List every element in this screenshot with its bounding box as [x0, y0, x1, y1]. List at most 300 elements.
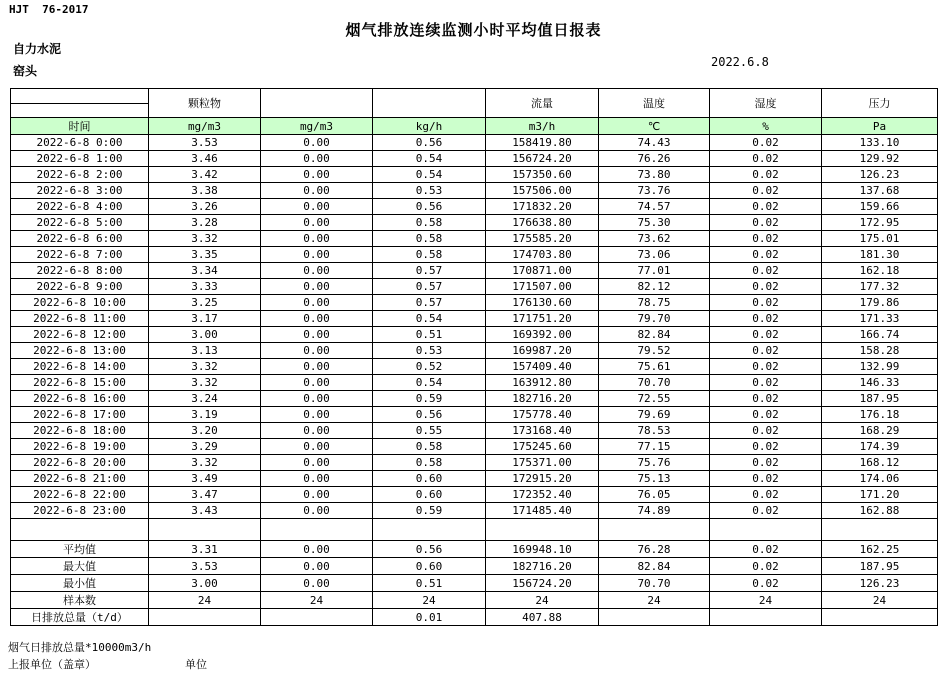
value-cell: 3.26 — [149, 199, 261, 215]
value-cell: 75.30 — [599, 215, 710, 231]
value-cell: 0.02 — [710, 359, 822, 375]
value-cell: 179.86 — [822, 295, 938, 311]
table-row — [11, 247, 938, 263]
value-cell: 0.59 — [373, 391, 486, 407]
value-cell: 0.00 — [261, 391, 373, 407]
value-cell: 74.89 — [599, 503, 710, 519]
table-row — [11, 471, 938, 487]
value-cell: 0.02 — [710, 423, 822, 439]
value-cell: 0.02 — [710, 279, 822, 295]
summary-value-cell — [149, 609, 261, 626]
table-row — [11, 135, 938, 151]
value-cell: 172352.40 — [486, 487, 599, 503]
value-cell: 173168.40 — [486, 423, 599, 439]
value-cell: 0.52 — [373, 359, 486, 375]
time-cell: 2022-6-8 15:00 — [11, 375, 149, 391]
summary-value-cell: 3.00 — [149, 575, 261, 592]
value-cell: 0.02 — [710, 503, 822, 519]
value-cell: 168.29 — [822, 423, 938, 439]
value-cell: 133.10 — [822, 135, 938, 151]
summary-value-cell: 24 — [710, 592, 822, 609]
value-cell: 0.00 — [261, 471, 373, 487]
value-cell: 0.00 — [261, 183, 373, 199]
value-cell: 0.55 — [373, 423, 486, 439]
company-name: 自力水泥 — [13, 42, 62, 56]
value-cell: 76.05 — [599, 487, 710, 503]
summary-value-cell: 3.53 — [149, 558, 261, 575]
summary-label-cell: 日排放总量（t/d） — [11, 609, 149, 626]
value-cell: 171832.20 — [486, 199, 599, 215]
summary-value-cell: 0.02 — [710, 575, 822, 592]
spacer-cell — [11, 519, 149, 541]
time-cell: 2022-6-8 2:00 — [11, 167, 149, 183]
time-cell: 2022-6-8 18:00 — [11, 423, 149, 439]
value-cell: 171751.20 — [486, 311, 599, 327]
summary-value-cell: 0.60 — [373, 558, 486, 575]
value-cell: 0.54 — [373, 375, 486, 391]
summary-row — [11, 609, 938, 626]
value-cell: 129.92 — [822, 151, 938, 167]
value-cell: 3.20 — [149, 423, 261, 439]
summary-value-cell: 24 — [149, 592, 261, 609]
value-cell: 3.13 — [149, 343, 261, 359]
table-row — [11, 199, 938, 215]
time-header-cell: 时间 — [11, 118, 149, 135]
value-cell: 0.00 — [261, 439, 373, 455]
group-header-cell: 压力 — [822, 89, 938, 118]
value-cell: 75.76 — [599, 455, 710, 471]
table-head — [11, 89, 938, 135]
table-row — [11, 231, 938, 247]
summary-value-cell: 182716.20 — [486, 558, 599, 575]
value-cell: 0.00 — [261, 423, 373, 439]
time-cell: 2022-6-8 14:00 — [11, 359, 149, 375]
value-cell: 0.02 — [710, 231, 822, 247]
value-cell: 0.02 — [710, 343, 822, 359]
value-cell: 174.39 — [822, 439, 938, 455]
value-cell: 73.76 — [599, 183, 710, 199]
value-cell: 75.61 — [599, 359, 710, 375]
value-cell: 78.75 — [599, 295, 710, 311]
time-cell: 2022-6-8 7:00 — [11, 247, 149, 263]
value-cell: 0.00 — [261, 199, 373, 215]
value-cell: 169987.20 — [486, 343, 599, 359]
table-row — [11, 279, 938, 295]
value-cell: 0.54 — [373, 167, 486, 183]
value-cell: 0.00 — [261, 455, 373, 471]
spacer-row — [11, 519, 938, 541]
value-cell: 171507.00 — [486, 279, 599, 295]
value-cell: 168.12 — [822, 455, 938, 471]
value-cell: 0.60 — [373, 487, 486, 503]
value-cell: 78.53 — [599, 423, 710, 439]
summary-value-cell: 24 — [599, 592, 710, 609]
value-cell: 0.02 — [710, 295, 822, 311]
table-body — [11, 135, 938, 626]
summary-value-cell: 3.31 — [149, 541, 261, 558]
summary-value-cell: 162.25 — [822, 541, 938, 558]
value-cell: 3.19 — [149, 407, 261, 423]
summary-value-cell — [822, 609, 938, 626]
value-cell: 0.02 — [710, 263, 822, 279]
value-cell: 175245.60 — [486, 439, 599, 455]
value-cell: 3.35 — [149, 247, 261, 263]
value-cell: 175371.00 — [486, 455, 599, 471]
value-cell: 171.20 — [822, 487, 938, 503]
summary-value-cell: 407.88 — [486, 609, 599, 626]
value-cell: 3.42 — [149, 167, 261, 183]
table-row — [11, 183, 938, 199]
table-row — [11, 423, 938, 439]
value-cell: 0.56 — [373, 199, 486, 215]
unit-header-cell: ℃ — [599, 118, 710, 135]
summary-label-cell: 最大值 — [11, 558, 149, 575]
value-cell: 181.30 — [822, 247, 938, 263]
value-cell: 176638.80 — [486, 215, 599, 231]
value-cell: 0.00 — [261, 295, 373, 311]
value-cell: 3.38 — [149, 183, 261, 199]
time-cell: 2022-6-8 0:00 — [11, 135, 149, 151]
unit-header-cell: kg/h — [373, 118, 486, 135]
value-cell: 82.12 — [599, 279, 710, 295]
value-cell: 0.02 — [710, 215, 822, 231]
unit-header-row — [11, 118, 938, 135]
time-cell: 2022-6-8 22:00 — [11, 487, 149, 503]
group-header-cell — [373, 89, 486, 118]
value-cell: 169392.00 — [486, 327, 599, 343]
value-cell: 132.99 — [822, 359, 938, 375]
unit-header-cell: Pa — [822, 118, 938, 135]
summary-row — [11, 592, 938, 609]
value-cell: 174.06 — [822, 471, 938, 487]
spacer-cell — [822, 519, 938, 541]
value-cell: 174703.80 — [486, 247, 599, 263]
value-cell: 0.00 — [261, 167, 373, 183]
table-row — [11, 167, 938, 183]
value-cell: 137.68 — [822, 183, 938, 199]
value-cell: 3.32 — [149, 231, 261, 247]
value-cell: 0.57 — [373, 295, 486, 311]
value-cell: 0.00 — [261, 375, 373, 391]
value-cell: 0.02 — [710, 135, 822, 151]
summary-row — [11, 541, 938, 558]
time-cell: 2022-6-8 5:00 — [11, 215, 149, 231]
value-cell: 0.54 — [373, 151, 486, 167]
summary-value-cell: 24 — [486, 592, 599, 609]
value-cell: 158.28 — [822, 343, 938, 359]
spacer-cell — [486, 519, 599, 541]
value-cell: 0.56 — [373, 407, 486, 423]
summary-value-cell: 24 — [261, 592, 373, 609]
summary-label-cell: 样本数 — [11, 592, 149, 609]
spacer-cell — [599, 519, 710, 541]
value-cell: 3.24 — [149, 391, 261, 407]
value-cell: 3.00 — [149, 327, 261, 343]
value-cell: 0.58 — [373, 439, 486, 455]
value-cell: 3.17 — [149, 311, 261, 327]
spacer-cell — [261, 519, 373, 541]
value-cell: 177.32 — [822, 279, 938, 295]
standard-code: HJT 76-2017 — [9, 3, 89, 16]
value-cell: 157506.00 — [486, 183, 599, 199]
summary-value-cell: 0.00 — [261, 541, 373, 558]
summary-value-cell: 187.95 — [822, 558, 938, 575]
split-top-cell — [11, 89, 148, 104]
value-cell: 0.59 — [373, 503, 486, 519]
value-cell: 0.00 — [261, 135, 373, 151]
summary-row — [11, 558, 938, 575]
value-cell: 3.32 — [149, 375, 261, 391]
group-header-cell: 颗粒物 — [149, 89, 261, 118]
value-cell: 156724.20 — [486, 151, 599, 167]
summary-value-cell: 126.23 — [822, 575, 938, 592]
summary-value-cell — [710, 609, 822, 626]
value-cell: 0.00 — [261, 263, 373, 279]
value-cell: 82.84 — [599, 327, 710, 343]
value-cell: 0.00 — [261, 327, 373, 343]
value-cell: 0.02 — [710, 375, 822, 391]
value-cell: 3.34 — [149, 263, 261, 279]
table-row — [11, 295, 938, 311]
value-cell: 0.02 — [710, 407, 822, 423]
split-inner — [11, 89, 148, 117]
unit-header-cell: m3/h — [486, 118, 599, 135]
value-cell: 0.58 — [373, 231, 486, 247]
value-cell: 73.06 — [599, 247, 710, 263]
value-cell: 3.25 — [149, 295, 261, 311]
value-cell: 73.62 — [599, 231, 710, 247]
summary-row — [11, 575, 938, 592]
value-cell: 163912.80 — [486, 375, 599, 391]
summary-value-cell: 70.70 — [599, 575, 710, 592]
summary-value-cell: 0.56 — [373, 541, 486, 558]
value-cell: 0.00 — [261, 503, 373, 519]
station-name: 窑头 — [13, 64, 38, 78]
unit-header-cell: % — [710, 118, 822, 135]
summary-value-cell: 0.02 — [710, 541, 822, 558]
value-cell: 74.57 — [599, 199, 710, 215]
value-cell: 0.60 — [373, 471, 486, 487]
value-cell: 0.02 — [710, 247, 822, 263]
value-cell: 3.33 — [149, 279, 261, 295]
report-date: 2022.6.8 — [711, 55, 769, 69]
value-cell: 0.00 — [261, 215, 373, 231]
table-row — [11, 503, 938, 519]
value-cell: 79.69 — [599, 407, 710, 423]
value-cell: 3.28 — [149, 215, 261, 231]
summary-value-cell: 0.00 — [261, 558, 373, 575]
value-cell: 75.13 — [599, 471, 710, 487]
summary-label-cell: 最小值 — [11, 575, 149, 592]
value-cell: 0.00 — [261, 359, 373, 375]
time-cell: 2022-6-8 12:00 — [11, 327, 149, 343]
value-cell: 175.01 — [822, 231, 938, 247]
value-cell: 79.52 — [599, 343, 710, 359]
value-cell: 0.02 — [710, 151, 822, 167]
value-cell: 182716.20 — [486, 391, 599, 407]
value-cell: 175585.20 — [486, 231, 599, 247]
value-cell: 158419.80 — [486, 135, 599, 151]
flow-total-note: 烟气日排放总量*10000m3/h — [8, 641, 152, 654]
time-cell: 2022-6-8 16:00 — [11, 391, 149, 407]
time-header-split-cell — [11, 89, 149, 118]
table-row — [11, 487, 938, 503]
value-cell: 0.02 — [710, 471, 822, 487]
time-cell: 2022-6-8 23:00 — [11, 503, 149, 519]
value-cell: 157409.40 — [486, 359, 599, 375]
unit-label: 单位 — [185, 658, 207, 671]
table-row — [11, 375, 938, 391]
value-cell: 74.43 — [599, 135, 710, 151]
value-cell: 0.00 — [261, 231, 373, 247]
value-cell: 172915.20 — [486, 471, 599, 487]
value-cell: 0.00 — [261, 487, 373, 503]
time-cell: 2022-6-8 11:00 — [11, 311, 149, 327]
spacer-cell — [149, 519, 261, 541]
spacer-cell — [373, 519, 486, 541]
value-cell: 0.02 — [710, 455, 822, 471]
value-cell: 166.74 — [822, 327, 938, 343]
value-cell: 0.02 — [710, 439, 822, 455]
spacer-cell — [710, 519, 822, 541]
value-cell: 72.55 — [599, 391, 710, 407]
value-cell: 0.00 — [261, 343, 373, 359]
unit-header-cell: mg/m3 — [261, 118, 373, 135]
report-table — [10, 88, 938, 626]
value-cell: 172.95 — [822, 215, 938, 231]
value-cell: 0.53 — [373, 183, 486, 199]
time-cell: 2022-6-8 6:00 — [11, 231, 149, 247]
summary-label-cell: 平均值 — [11, 541, 149, 558]
summary-value-cell: 0.00 — [261, 575, 373, 592]
value-cell: 176.18 — [822, 407, 938, 423]
value-cell: 175778.40 — [486, 407, 599, 423]
group-header-cell: 流量 — [486, 89, 599, 118]
value-cell: 3.46 — [149, 151, 261, 167]
value-cell: 0.02 — [710, 391, 822, 407]
table-row — [11, 343, 938, 359]
table-row — [11, 311, 938, 327]
value-cell: 0.02 — [710, 167, 822, 183]
value-cell: 73.80 — [599, 167, 710, 183]
time-cell: 2022-6-8 8:00 — [11, 263, 149, 279]
value-cell: 0.00 — [261, 247, 373, 263]
time-cell: 2022-6-8 17:00 — [11, 407, 149, 423]
group-header-row — [11, 89, 938, 118]
value-cell: 0.54 — [373, 311, 486, 327]
value-cell: 171.33 — [822, 311, 938, 327]
table-row — [11, 263, 938, 279]
table-row — [11, 327, 938, 343]
summary-value-cell: 82.84 — [599, 558, 710, 575]
value-cell: 126.23 — [822, 167, 938, 183]
value-cell: 0.58 — [373, 455, 486, 471]
value-cell: 0.02 — [710, 183, 822, 199]
value-cell: 3.43 — [149, 503, 261, 519]
time-cell: 2022-6-8 3:00 — [11, 183, 149, 199]
value-cell: 3.47 — [149, 487, 261, 503]
value-cell: 70.70 — [599, 375, 710, 391]
value-cell: 0.00 — [261, 311, 373, 327]
time-cell: 2022-6-8 1:00 — [11, 151, 149, 167]
value-cell: 3.29 — [149, 439, 261, 455]
value-cell: 0.02 — [710, 327, 822, 343]
value-cell: 0.58 — [373, 247, 486, 263]
page-title: 烟气排放连续监测小时平均值日报表 — [345, 21, 602, 39]
value-cell: 0.58 — [373, 215, 486, 231]
table-row — [11, 151, 938, 167]
group-header-cell — [261, 89, 373, 118]
summary-value-cell: 0.02 — [710, 558, 822, 575]
value-cell: 159.66 — [822, 199, 938, 215]
group-header-cell: 温度 — [599, 89, 710, 118]
summary-value-cell: 156724.20 — [486, 575, 599, 592]
summary-value-cell: 0.01 — [373, 609, 486, 626]
time-cell: 2022-6-8 10:00 — [11, 295, 149, 311]
time-cell: 2022-6-8 9:00 — [11, 279, 149, 295]
value-cell: 171485.40 — [486, 503, 599, 519]
table-row — [11, 455, 938, 471]
value-cell: 3.49 — [149, 471, 261, 487]
value-cell: 0.57 — [373, 263, 486, 279]
value-cell: 162.88 — [822, 503, 938, 519]
unit-header-cell: mg/m3 — [149, 118, 261, 135]
value-cell: 79.70 — [599, 311, 710, 327]
value-cell: 0.57 — [373, 279, 486, 295]
value-cell: 3.32 — [149, 359, 261, 375]
value-cell: 170871.00 — [486, 263, 599, 279]
table-row — [11, 359, 938, 375]
value-cell: 0.53 — [373, 343, 486, 359]
table-row — [11, 407, 938, 423]
time-cell: 2022-6-8 19:00 — [11, 439, 149, 455]
time-cell: 2022-6-8 21:00 — [11, 471, 149, 487]
value-cell: 0.00 — [261, 407, 373, 423]
value-cell: 187.95 — [822, 391, 938, 407]
value-cell: 146.33 — [822, 375, 938, 391]
value-cell: 0.51 — [373, 327, 486, 343]
value-cell: 0.02 — [710, 311, 822, 327]
value-cell: 77.01 — [599, 263, 710, 279]
table-row — [11, 215, 938, 231]
time-cell: 2022-6-8 20:00 — [11, 455, 149, 471]
summary-value-cell: 169948.10 — [486, 541, 599, 558]
value-cell: 0.00 — [261, 279, 373, 295]
value-cell: 157350.60 — [486, 167, 599, 183]
report-unit-label: 上报单位（盖章） — [8, 658, 96, 671]
split-bottom-cell — [11, 104, 148, 118]
group-header-cell: 湿度 — [710, 89, 822, 118]
summary-value-cell: 24 — [822, 592, 938, 609]
value-cell: 0.02 — [710, 199, 822, 215]
table-row — [11, 439, 938, 455]
time-cell: 2022-6-8 4:00 — [11, 199, 149, 215]
value-cell: 0.02 — [710, 487, 822, 503]
value-cell: 176130.60 — [486, 295, 599, 311]
time-cell: 2022-6-8 13:00 — [11, 343, 149, 359]
summary-value-cell — [261, 609, 373, 626]
value-cell: 76.26 — [599, 151, 710, 167]
summary-value-cell: 0.51 — [373, 575, 486, 592]
value-cell: 3.32 — [149, 455, 261, 471]
value-cell: 0.56 — [373, 135, 486, 151]
value-cell: 0.00 — [261, 151, 373, 167]
value-cell: 77.15 — [599, 439, 710, 455]
summary-value-cell: 76.28 — [599, 541, 710, 558]
table-row — [11, 391, 938, 407]
value-cell: 162.18 — [822, 263, 938, 279]
summary-value-cell — [599, 609, 710, 626]
